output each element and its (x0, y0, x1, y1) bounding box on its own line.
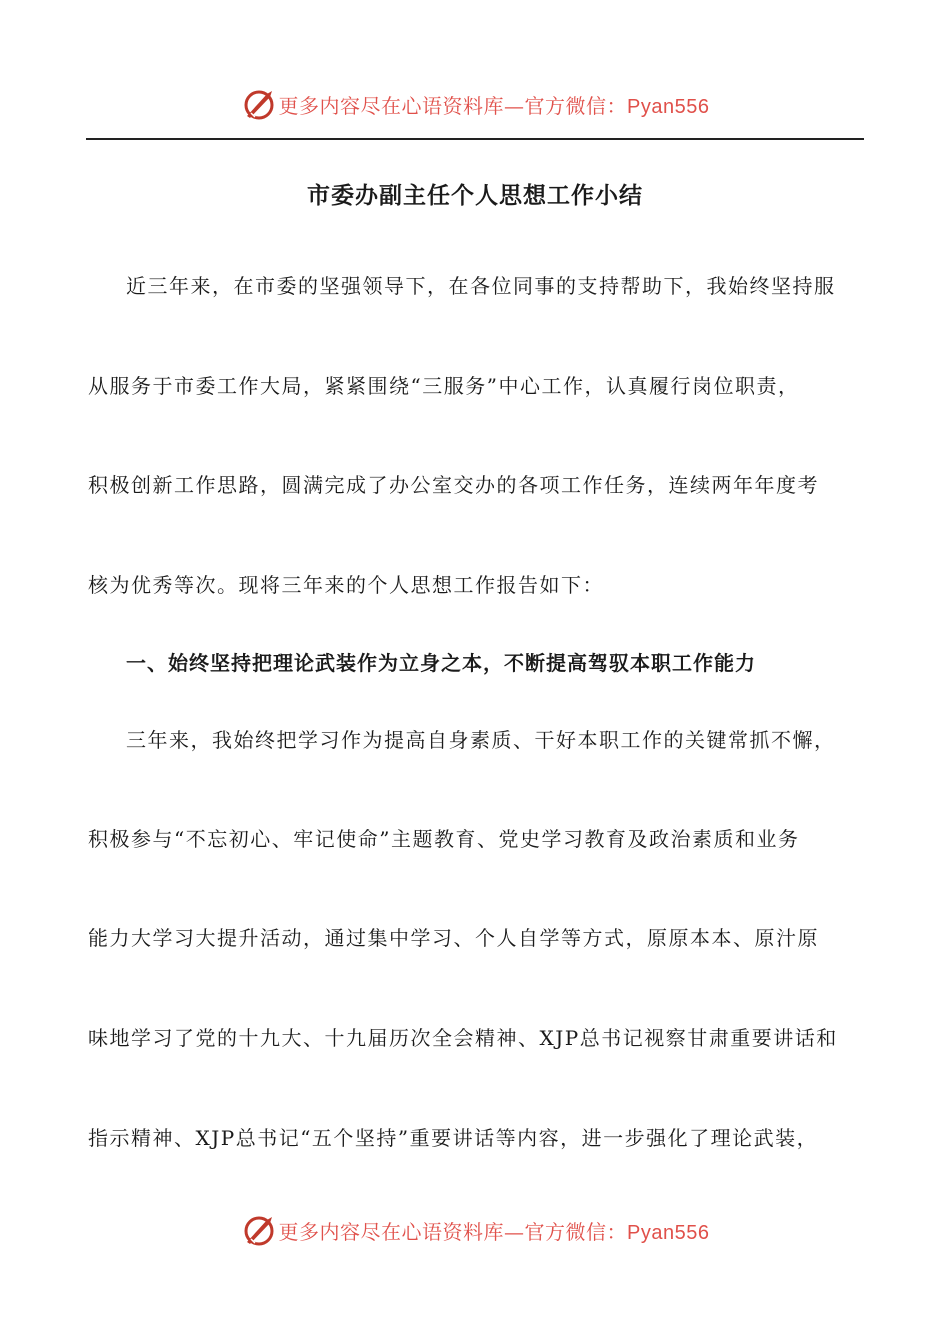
wechat-id: Pyan556 (627, 95, 710, 118)
header-divider (86, 138, 864, 140)
paragraph-line: 核为优秀等次。现将三年来的个人思想工作报告如下： (88, 573, 604, 597)
paragraph-line: 近三年来，在市委的坚强领导下，在各位同事的支持帮助下，我始终坚持服 (126, 274, 836, 298)
paragraph-line: 积极创新工作思路，圆满完成了办公室交办的各项工作任务，连续两年年度考 (88, 473, 819, 497)
wechat-id: Pyan556 (627, 1221, 710, 1244)
banner-text: 更多内容尽在心语资料库—官方微信：Pyan556 (278, 1219, 710, 1244)
pen-logo-icon (241, 1212, 277, 1248)
paragraph-line: 味地学习了党的十九大、十九届历次全会精神、XJP总书记视察甘肃重要讲话和 (88, 1026, 838, 1050)
paragraph-line: 积极参与“不忘初心、牢记使命”主题教育、党史学习教育及政治素质和业务 (88, 827, 800, 851)
section-heading: 一、始终坚持把理论武装作为立身之本，不断提高驾驭本职工作能力 (126, 651, 756, 675)
document-title: 市委办副主任个人思想工作小结 (307, 182, 643, 209)
pen-logo-icon (241, 86, 277, 122)
paragraph-line: 能力大学习大提升活动，通过集中学习、个人自学等方式，原原本本、原汁原 (88, 926, 819, 950)
paragraph-line: 指示精神、XJP总书记“五个坚持”重要讲话等内容，进一步强化了理论武装， (88, 1126, 819, 1150)
banner-text: 更多内容尽在心语资料库—官方微信：Pyan556 (278, 93, 710, 118)
paragraph-line: 三年来，我始终把学习作为提高自身素质、干好本职工作的关键常抓不懈， (126, 728, 836, 752)
paragraph-line: 从服务于市委工作大局，紧紧围绕“三服务”中心工作，认真履行岗位职责， (88, 374, 800, 398)
footer-banner (0, 1208, 950, 1252)
header-banner (0, 82, 950, 126)
